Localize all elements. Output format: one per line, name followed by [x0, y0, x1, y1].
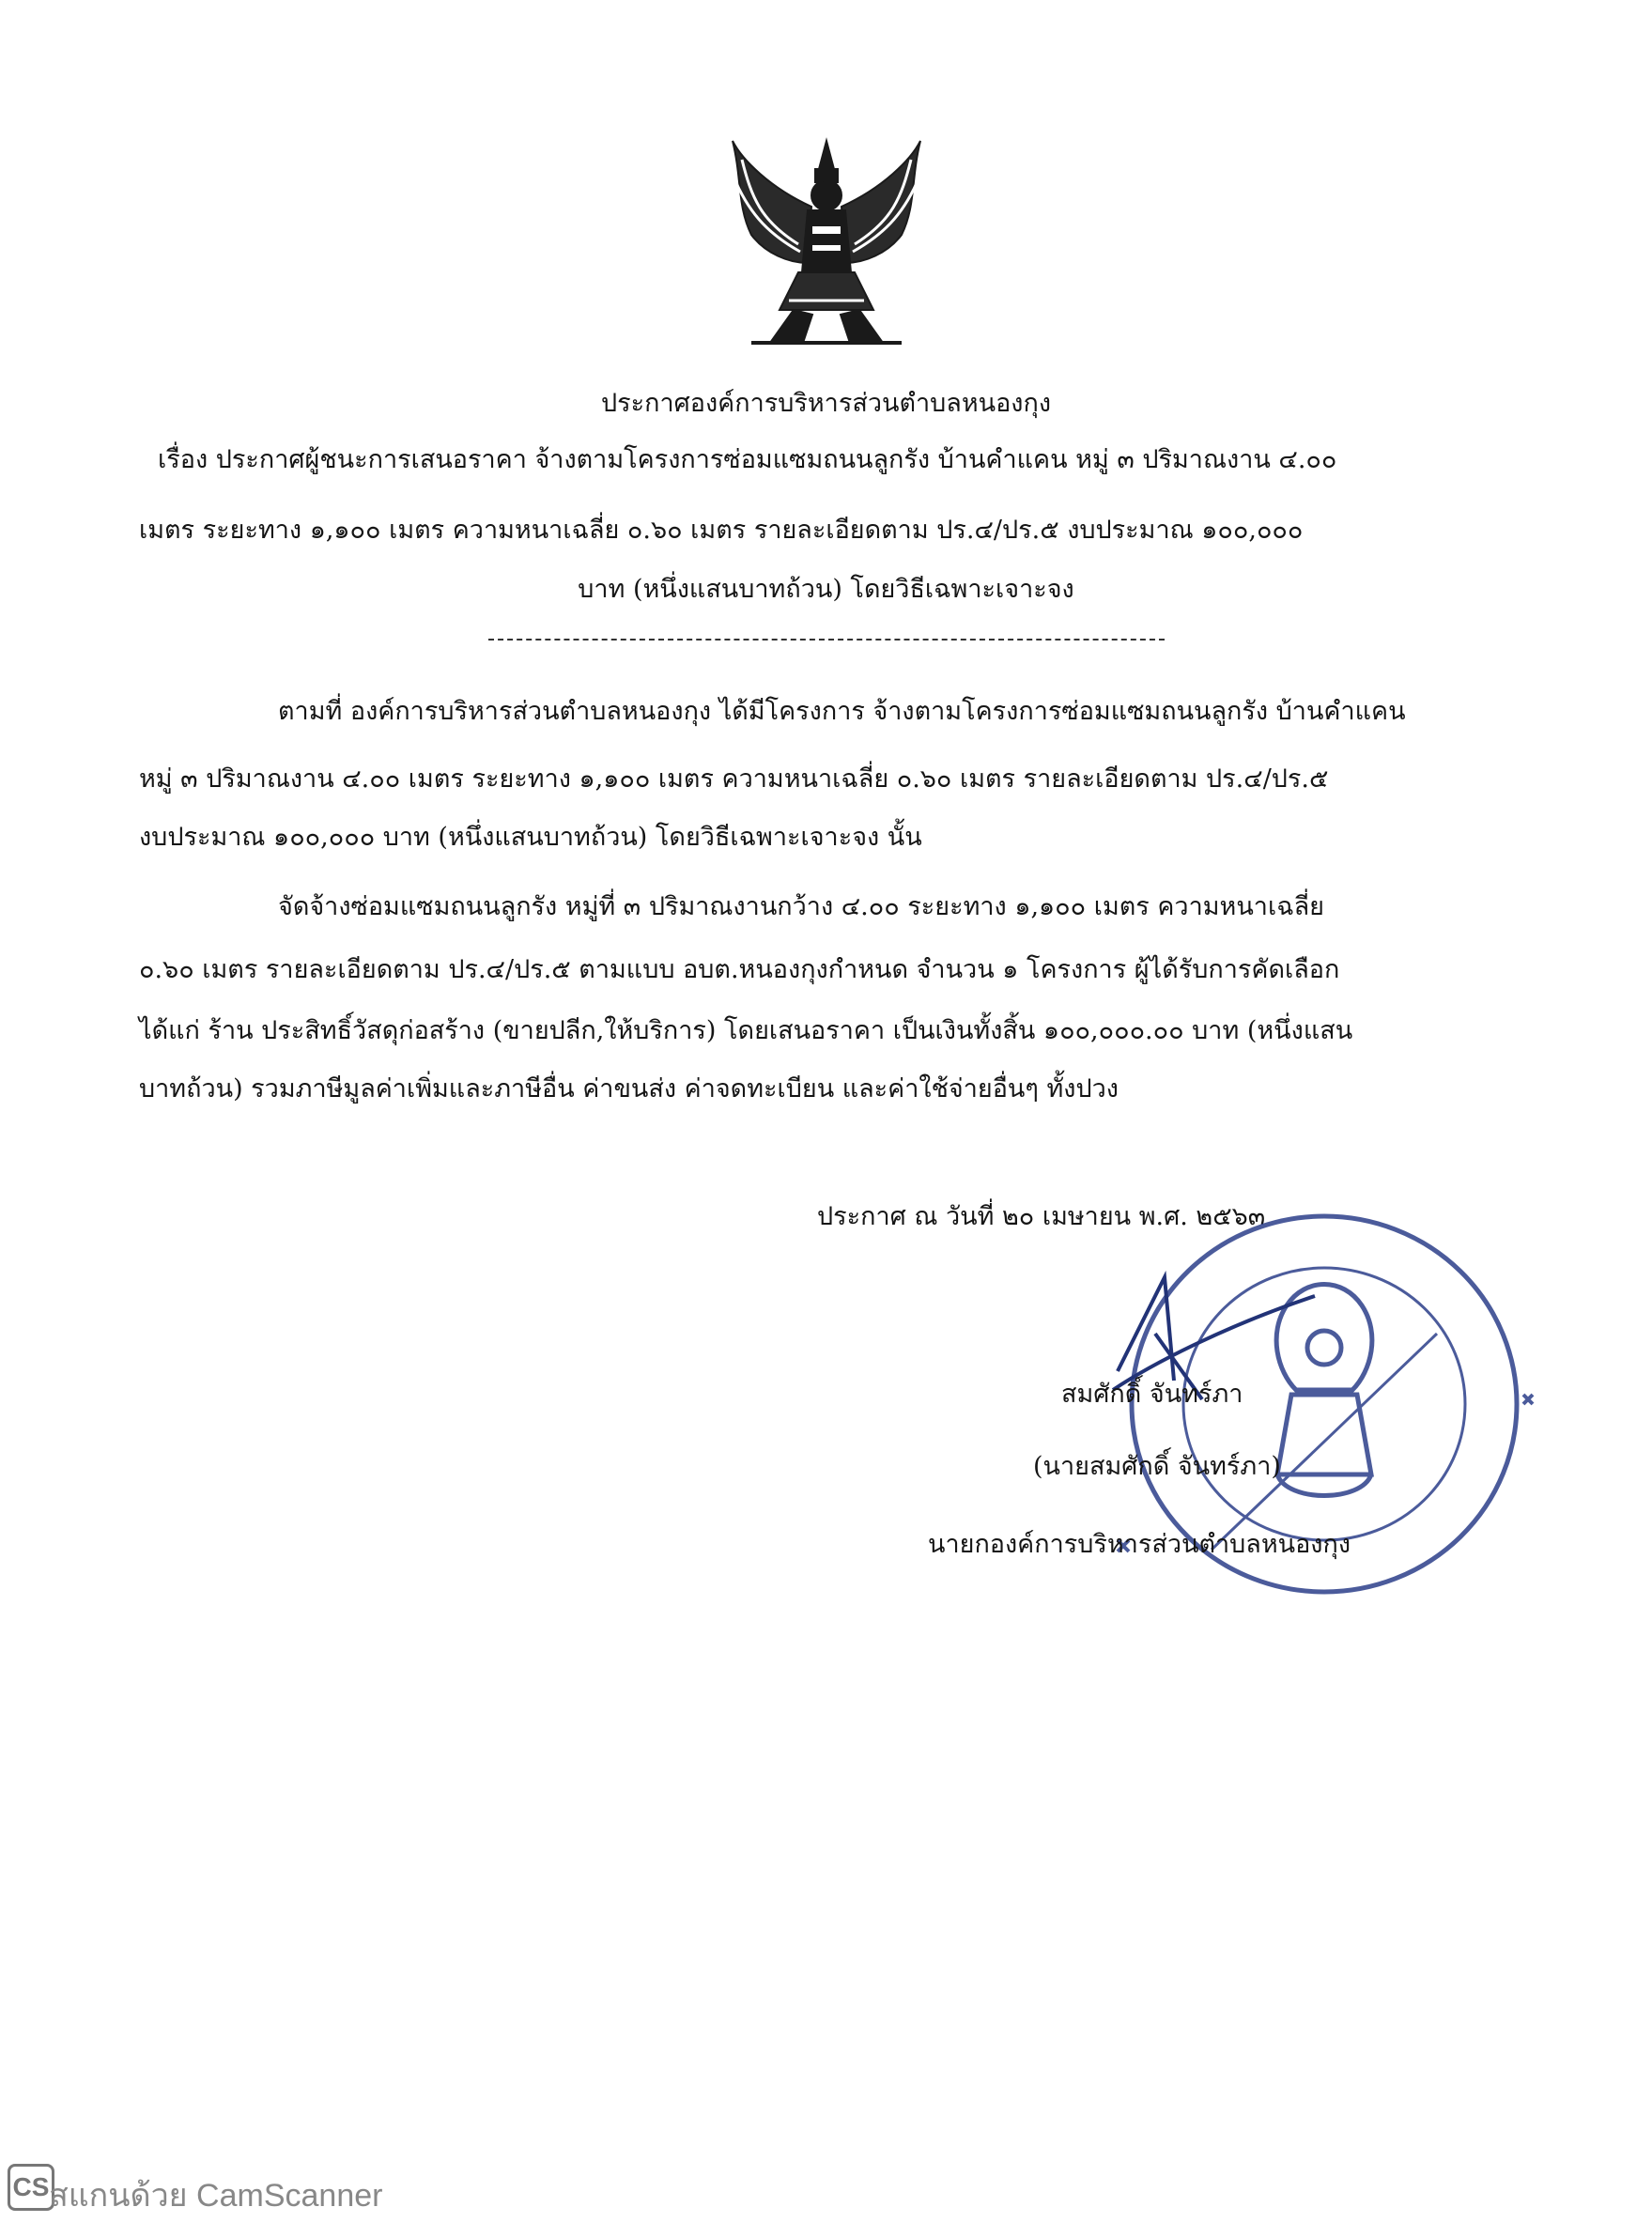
paragraph-2-line-1: จัดจ้างซ่อมแซมถนนลูกรัง หมู่ที่ ๓ ปริมาณงานกว้าง ๔.๐๐ ระยะทาง ๑,๑๐๐ เมตร ความหนาเฉลี่ย — [278, 892, 1324, 921]
subject-line-2: เมตร ระยะทาง ๑,๑๐๐ เมตร ความหนาเฉลี่ย ๐.๖๐ เมตร รายละเอียดตาม ปร.๔/ปร.๕ งบประมาณ ๑๐๐,๐๐๐ — [139, 516, 1304, 545]
signer-name: สมศักดิ์ จันทร์ภา — [1061, 1380, 1243, 1409]
paragraph-2-line-2: ๐.๖๐ เมตร รายละเอียดตาม ปร.๔/ปร.๕ ตามแบบ อบต.หนองกุงกำหนด จำนวน ๑ โครงการ ผู้ได้รับการคัดเลือก — [139, 955, 1340, 984]
camscanner-text: สแกนด้วย CamScanner — [49, 2178, 383, 2214]
subject-line-1: เรื่อง ประกาศผู้ชนะการเสนอราคา จ้างตามโครงการซ่อมแซมถนนลูกรัง บ้านคำแคน หมู่ ๓ ปริมาณงาน ๔.๐๐ — [158, 445, 1337, 474]
camscanner-logo-icon: CS — [8, 2164, 54, 2211]
camscanner-watermark — [0, 2160, 526, 2226]
org-title: ประกาศองค์การบริหารส่วนตำบลหนองกุง — [600, 389, 1052, 418]
signer-full-name: (นายสมศักดิ์ จันทร์ภา) — [1033, 1452, 1281, 1481]
paragraph-1-line-2: หมู่ ๓ ปริมาณงาน ๔.๐๐ เมตร ระยะทาง ๑,๑๐๐ เมตร ความหนาเฉลี่ย ๐.๖๐ เมตร รายละเอียดตาม ปร.๔/ปร.๕ — [139, 764, 1329, 794]
announcement-date: ประกาศ ณ วันที่ ๒๐ เมษายน พ.ศ. ๒๕๖๓ — [817, 1202, 1266, 1231]
paragraph-2-line-4: บาทถ้วน) รวมภาษีมูลค่าเพิ่มและภาษีอื่น ค่าขนส่ง ค่าจดทะเบียน และค่าใช้จ่ายอื่นๆ ทั้งปวง — [139, 1074, 1119, 1104]
paragraph-1-line-3: งบประมาณ ๑๐๐,๐๐๐ บาท (หนึ่งแสนบาทถ้วน) โดยวิธีเฉพาะเจาะจง นั้น — [139, 823, 922, 852]
divider — [488, 639, 1165, 641]
paragraph-1-line-1: ตามที่ องค์การบริหารส่วนตำบลหนองกุง ได้มีโครงการ จ้างตามโครงการซ่อมแซมถนนลูกรัง บ้านคำแคน — [278, 697, 1406, 726]
paragraph-2-line-3: ได้แก่ ร้าน ประสิทธิ์วัสดุก่อสร้าง (ขายปลีก,ให้บริการ) โดยเสนอราคา เป็นเงินทั้งสิ้น ๑๐๐,๐๐๐.๐๐ บาท (หนึ่งแสน — [139, 1016, 1353, 1045]
signer-title: นายกองค์การบริหารส่วนตำบลหนองกุง — [928, 1530, 1351, 1559]
subject-line-3: บาท (หนึ่งแสนบาทถ้วน) โดยวิธีเฉพาะเจาะจง — [578, 575, 1074, 604]
garuda-emblem-icon — [714, 131, 939, 357]
